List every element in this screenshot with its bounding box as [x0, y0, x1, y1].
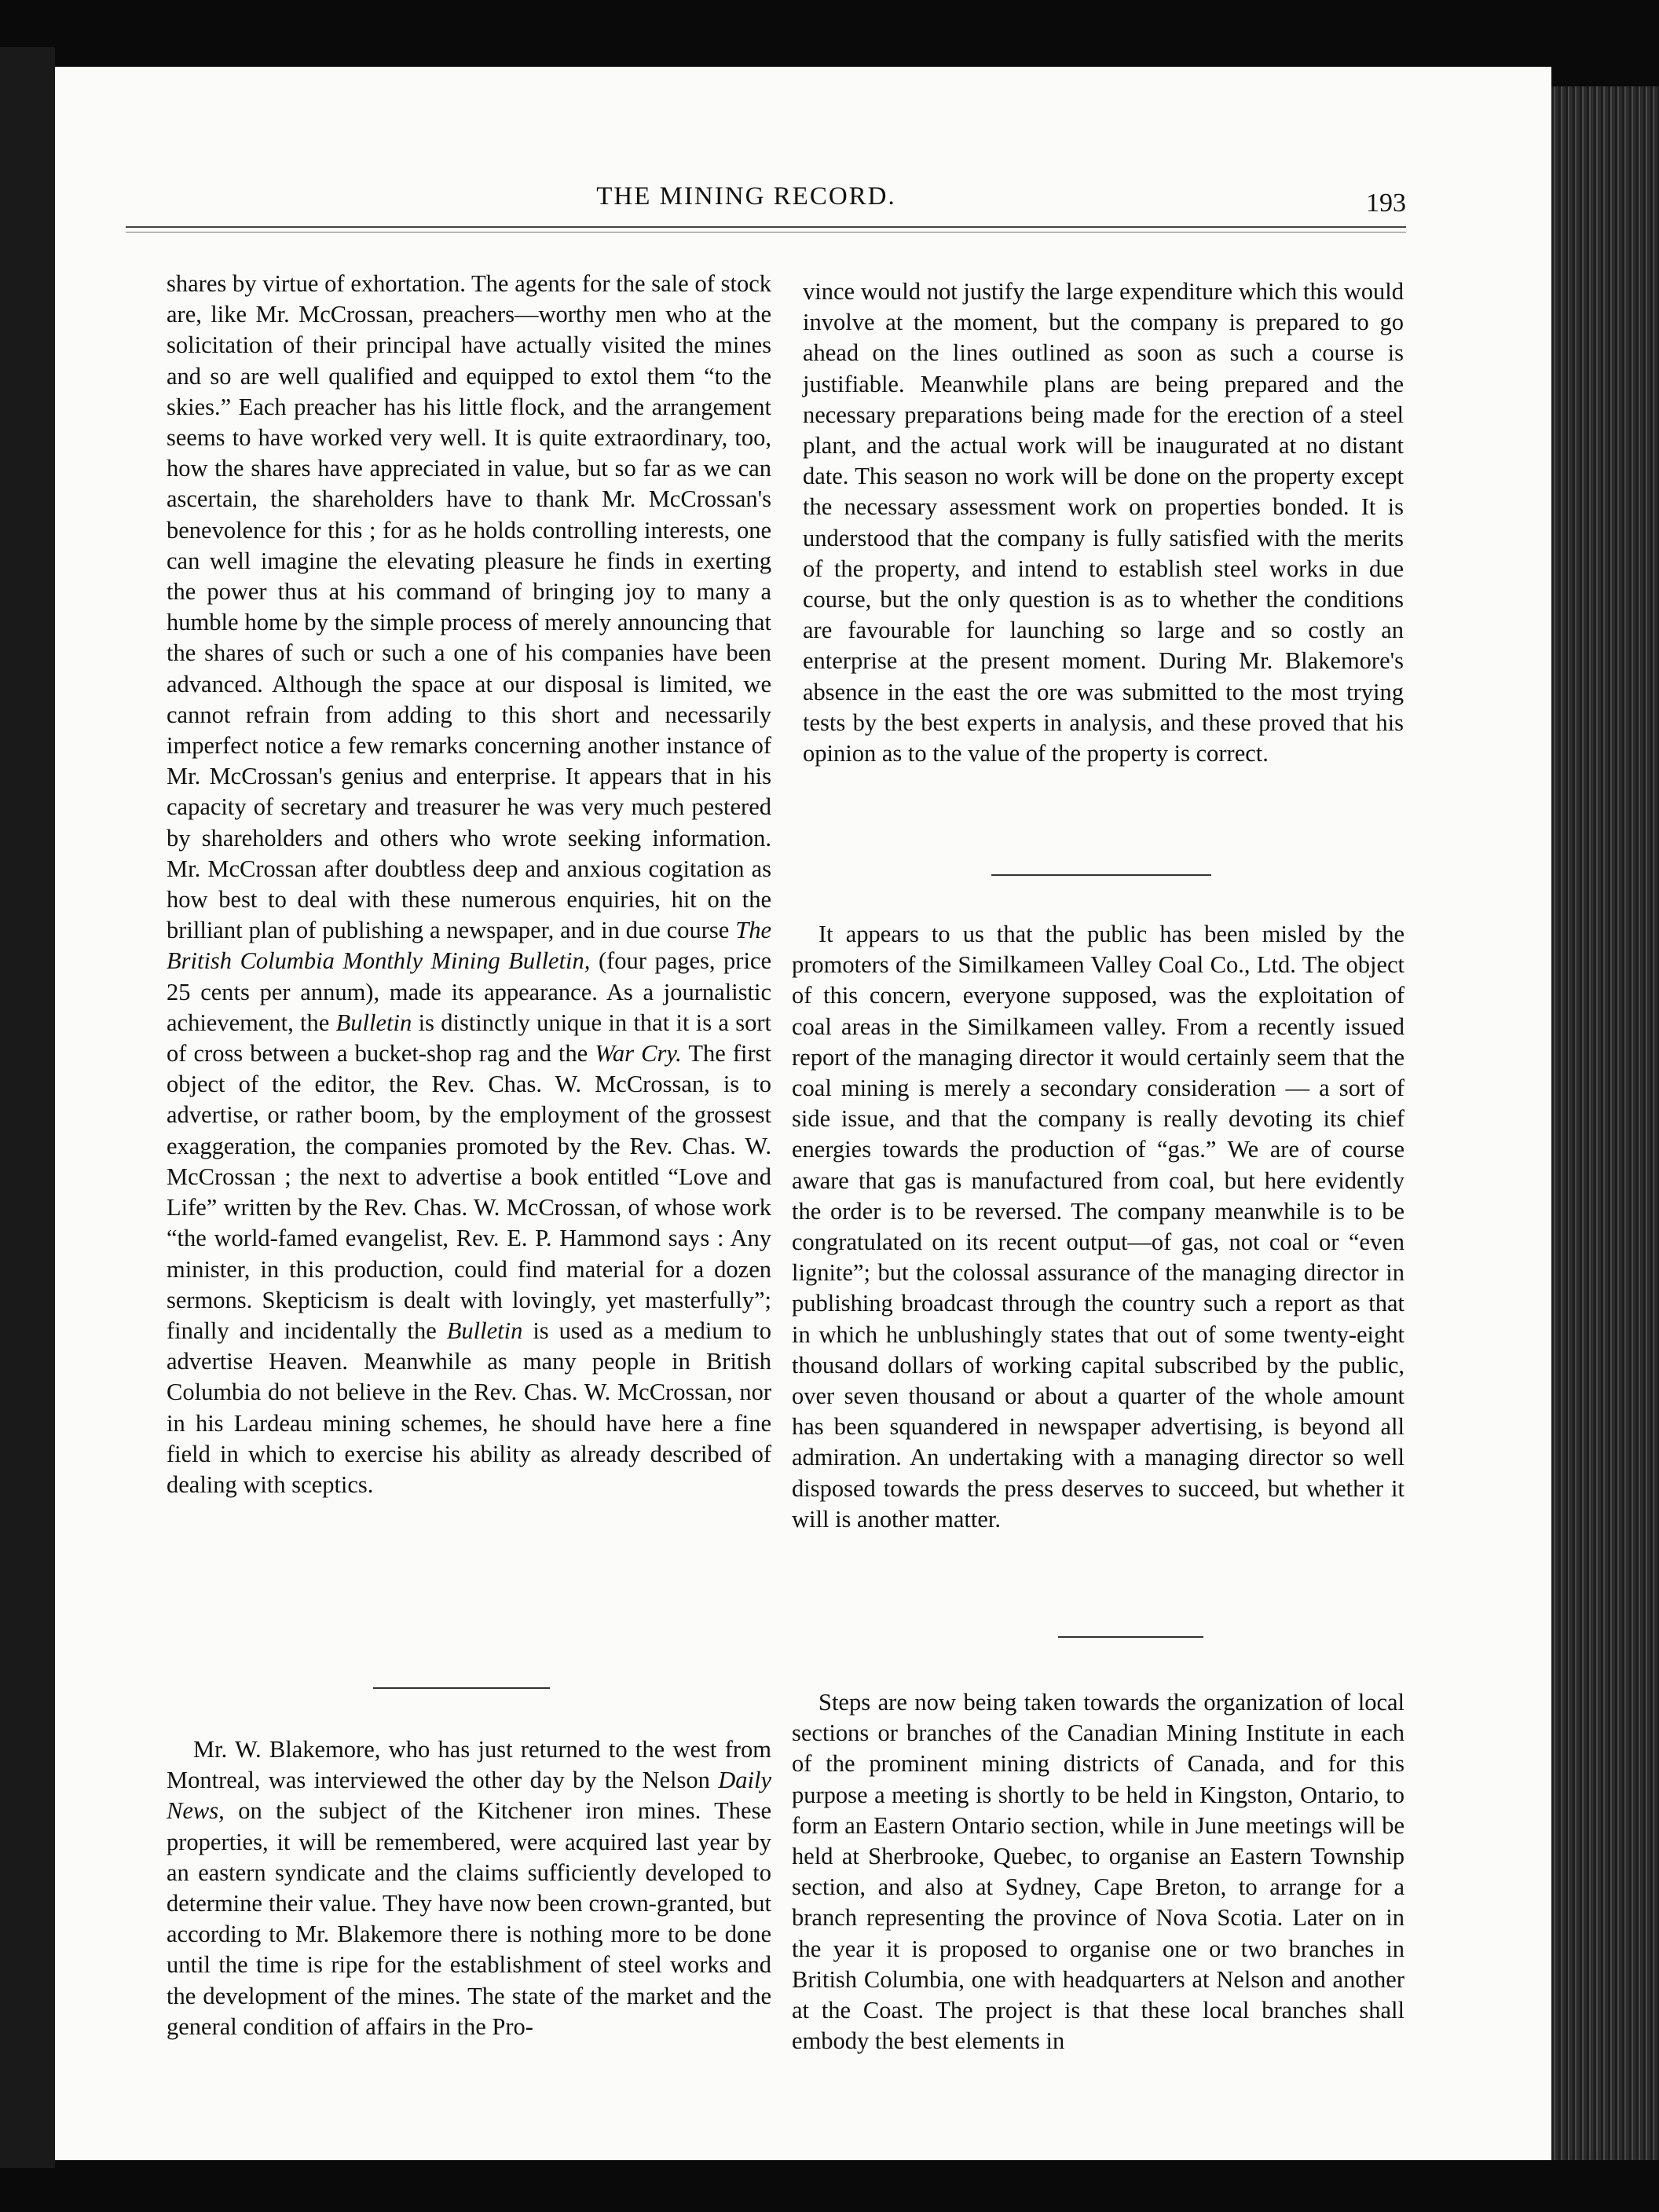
paragraph: vince would not justify the large expenditure which this would involve at the moment, but the company is prepared to go ahead on the lines outlined as soon as such a course is justifiable. Meanwhile plans are being prepared and the necessary preparations being made for the erection of a steel plant, and the actual work will be inaugurated at no distant date. This season no work will be done on the property except the necessary assessment work on properties bonded. It is understood that the company is fully satisfied with the merits of the property, and intend to establish steel works in due course, but the only question is as to whether the conditions are favourable for launching so large and so costly an enterprise at the present moment. During Mr. Blakemore's absence in the east the ore was submitted to the most trying tests by the best experts in analysis, and these proved that his opinion as to the value of the property is correct.	[803, 278, 1404, 767]
italic-title: The British Columbia Monthly Mining Bulletin,	[167, 917, 771, 975]
text-run: (four pages, price 25 cents per annum), made its appearance. As a journalistic achievement, the	[167, 947, 772, 1036]
article-mining-institute	[792, 1687, 1404, 2056]
section-separator	[991, 874, 1211, 876]
text-run: shares by virtue of exhortation. The agents for the sale of stock are, like Mr. McCrossan, preachers—worthy men who at the solicitation of their principal have actually visited the mines and so are well qualified and equipped to extol them “to the skies.” Each preacher has his little flock, and the arrangement seems to have worked very well. It is quite extraordinary, too, how the shares have appreciated in value, but so far as we can ascertain, the shareholders have to thank Mr. McCrossan's benevolence for this ; for as he holds controlling interests, one can well imagine the elevating pleasure he finds in exerting the power thus at his command of bringing joy to many a humble home by the simple process of merely announcing that the shares of such or such a one of his companies have been advanced. Although the space at our disposal is limited, we cannot refrain from adding to this short and necessarily imperfect notice a few remarks concerning another instance of Mr. McCrossan's genius and enterprise. It appears that in his capacity of secretary and treasurer he was very much pestered by shareholders and others who wrote seeking information. Mr. McCrossan after doubtless deep and anxious cogitation as how best to deal with these numerous enquiries, hit on the brilliant plan of publishing a newspaper, and in due course	[167, 270, 771, 944]
page-edges	[1551, 86, 1659, 2160]
text-run: is used as a medium to advertise Heaven. Meanwhile as many people in British Columbia do not believe in the Rev. Chas. W. McCrossan, nor in his Lardeau mining schemes, he should have here a fine field in which to exercise his ability as already described of dealing with sceptics.	[167, 1317, 772, 1498]
header-rule	[126, 226, 1406, 233]
article-blakemore	[167, 1734, 771, 2042]
italic-title: Bulletin	[335, 1009, 412, 1036]
page-number: 193	[1366, 189, 1406, 218]
text-run: The first object of the editor, the Rev. Chas. W. McCrossan, is to advertise, or rather boom, by the employment of the grossest exaggeration, the companies promoted by the Rev. Chas. W. McCrossan ; the next to advertise a book entitled “Love and Life” written by the Rev. Chas. W. McCrossan, of whose work “the world-famed evangelist, Rev. E. P. Hammond says : Any minister, in this production, could find material for a dozen sermons. Skepticism is dealt with lovingly, yet masterfully”; finally and incidentally the	[167, 1040, 771, 1344]
running-title: THE MINING RECORD.	[596, 182, 896, 211]
text-run: is distinctly unique in that it is a sort of cross between a bucket-shop rag and the	[167, 1009, 772, 1068]
paragraph	[167, 269, 771, 1500]
italic-title: Daily News,	[167, 1767, 772, 1825]
article-mccrossan-continued	[167, 269, 771, 1500]
book-binding	[0, 47, 55, 2168]
page-header	[86, 182, 1406, 229]
paragraph	[167, 1734, 771, 2042]
text-run: on the subject of the Kitchener iron mines. These properties, it will be remembered, were acquired last year by an eastern syndicate and the claims sufficiently developed to determine their value. They have now been crown-granted, but according to Mr. Blakemore there is nothing more to be done until the time is ripe for the establishment of steel works and the development of the mines. The state of the market and the general condition of affairs in the Pro-	[167, 1797, 771, 2040]
paragraph: Steps are now being taken towards the organization of local sections or branches of the Canadian Mining Institute in each of the prominent mining districts of Canada, and for this purpose a meeting is shortly to be held in Kingston, Ontario, to form an Eastern Ontario section, while in June meetings will be held at Sherbrooke, Quebec, to organise an Eastern Township section, and also at Sydney, Cape Breton, to arrange for a branch representing the province of Nova Scotia. Later on in the year it is proposed to organise one or two branches in British Columbia, one with headquarters at Nelson and another at the Coast. The project is that these local branches shall embody the best elements in	[792, 1689, 1404, 2055]
italic-title: Bulletin	[446, 1317, 523, 1344]
italic-title: War Cry.	[595, 1040, 682, 1068]
section-separator	[373, 1687, 550, 1689]
article-blakemore-continued	[803, 276, 1404, 769]
section-separator	[1058, 1636, 1203, 1638]
paragraph: It appears to us that the public has been misled by the promoters of the Similkameen Valley Coal Co., Ltd. The object of this concern, everyone supposed, was the exploitation of coal areas in the Similkameen valley. From a recently issued report of the managing director it would certainly seem that the coal mining is merely a secondary consideration — a sort of side issue, and that the company is really devoting its chief energies towards the production of “gas.” We are of course aware that gas is manufactured from coal, but here evidently the order is to be reversed. The company meanwhile is to be congratulated on its recent output—of gas, not coal or “even lignite”; but the colossal assurance of the managing director in publishing broadcast through the country such a report as that in which he unblushingly states that out of some twenty-eight thousand dollars of working capital subscribed by the public, over seven thousand or about a quarter of the whole amount has been squandered in newspaper advertising, is beyond all admiration. An undertaking with a managing director so well disposed towards the press deserves to succeed, but whether it will is another matter.	[792, 921, 1404, 1533]
text-run: Mr. W. Blakemore, who has just returned to the west from Montreal, was interviewed the other day by the Nelson	[167, 1736, 771, 1794]
article-similkameen	[792, 919, 1404, 1535]
